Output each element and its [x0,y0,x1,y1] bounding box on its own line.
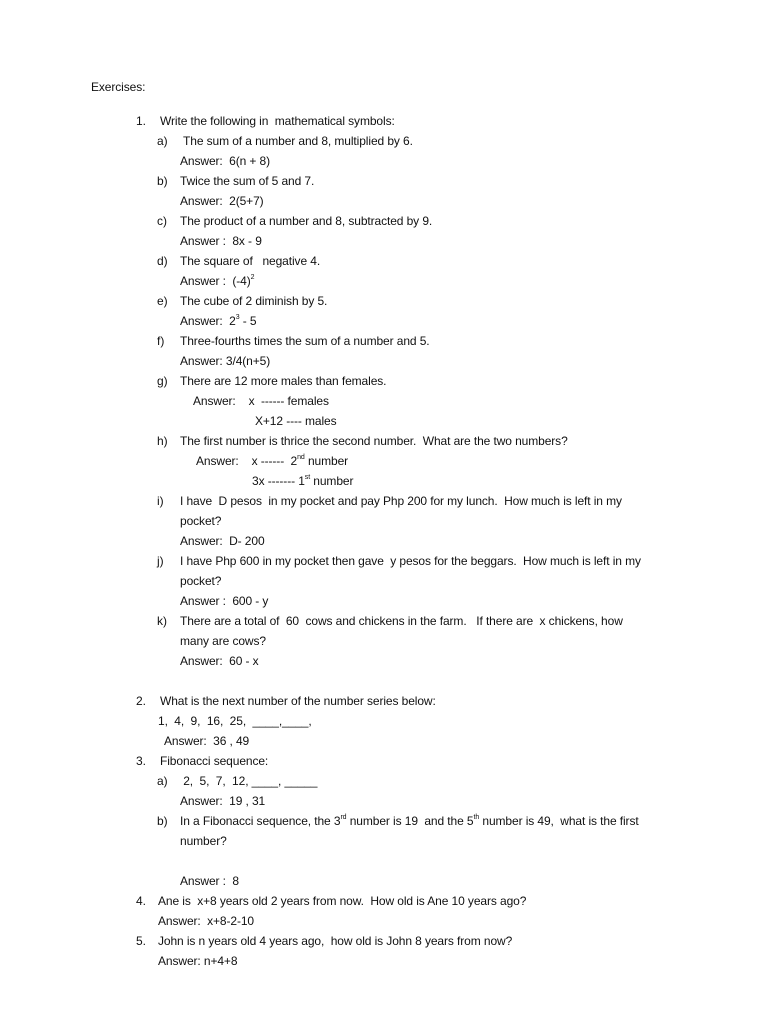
q1h-answer-line1 [196,454,348,468]
q1a-text: The sum of a number and 8, multiplied by 6. [180,134,413,148]
q4-number: 4. [136,894,147,908]
q1b-answer: Answer: 2(5+7) [180,194,264,208]
q1h-answer-line1-rest: number [304,454,349,468]
q5-prompt: John is n years old 4 years ago, how old is John 8 years from now? [158,934,513,948]
q1d-answer-exponent: 2 [250,274,255,281]
q1h-answer-line2-rest: number [310,474,354,488]
q3b-text-part3: number is 49, what is the first [479,814,639,828]
q3b-text-line2: number? [180,834,227,848]
q1k-letter: k) [157,614,167,628]
q1c-letter: c) [157,214,167,228]
q1j-text-line1: I have Php 600 in my pocket then gave y pesos for the beggars. How much is left in my [180,554,641,568]
q1-number: 1. [136,114,147,128]
q1j-answer: Answer : 600 - y [180,594,269,608]
q1g-answer-line1: Answer: x ------ females [193,394,329,408]
q1e-letter: e) [157,294,168,308]
q1b-text: Twice the sum of 5 and 7. [180,174,315,188]
q1g-letter: g) [157,374,168,388]
q3a-letter: a) [157,774,168,788]
q3a-text: 2, 5, 7, 12, ____, _____ [180,774,318,788]
q1e-answer [180,314,256,328]
q3b-text-part2: number is 19 and the 5 [346,814,474,828]
q5-number: 5. [136,934,147,948]
q1e-answer-base: Answer: 2 [180,314,236,328]
q2-answer: Answer: 36 , 49 [164,734,250,748]
q1i-answer: Answer: D- 200 [180,534,265,548]
q1k-text-line1: There are a total of 60 cows and chickens in the farm. If there are x chickens, how [180,614,623,628]
q2-series: 1, 4, 9, 16, 25, ____,____, [158,714,312,728]
q1a-letter: a) [157,134,168,148]
q1k-text-line2: many are cows? [180,634,266,648]
q1d-answer [180,274,254,288]
q3-prompt: Fibonacci sequence: [160,754,269,768]
q1h-answer-line2-text: 3x ------- 1 [252,474,305,488]
q1i-letter: i) [157,494,164,508]
q3b-ordinal-th: th [473,814,480,821]
q1h-text: The first number is thrice the second number. What are the two numbers? [180,434,568,448]
q1g-text: There are 12 more males than females. [180,374,387,388]
q1i-text-line2: pocket? [180,514,222,528]
q1f-letter: f) [157,334,165,348]
heading: Exercises: [91,80,146,94]
q1h-answer-line2 [252,474,353,488]
q1c-answer: Answer : 8x - 9 [180,234,262,248]
q1h-ordinal-nd: nd [297,454,305,461]
q1h-answer-line1-text: Answer: x ------ 2 [196,454,298,468]
q1f-answer: Answer: 3/4(n+5) [180,354,271,368]
q4-answer: Answer: x+8-2-10 [158,914,255,928]
q3b-text-line1 [180,814,639,828]
q1d-letter: d) [157,254,168,268]
q3b-answer: Answer : 8 [180,874,239,888]
q1k-answer: Answer: 60 - x [180,654,259,668]
q1e-text: The cube of 2 diminish by 5. [180,294,328,308]
q1g-answer-line2: X+12 ---- males [255,414,337,428]
q1f-text: Three-fourths times the sum of a number and 5. [180,334,430,348]
q3b-letter: b) [157,814,168,828]
q1e-answer-rest: - 5 [239,314,257,328]
q3a-answer: Answer: 19 , 31 [180,794,266,808]
q3b-ordinal-rd: rd [340,814,347,821]
q1b-letter: b) [157,174,168,188]
q2-number: 2. [136,694,147,708]
q3b-text-part1: In a Fibonacci sequence, the 3 [180,814,341,828]
q2-prompt: What is the next number of the number series below: [160,694,436,708]
q1-prompt: Write the following in mathematical symbols: [160,114,395,128]
q1j-letter: j) [157,554,164,568]
q1c-text: The product of a number and 8, subtracted by 9. [180,214,433,228]
q1i-text-line1: I have D pesos in my pocket and pay Php 200 for my lunch. How much is left in my [180,494,622,508]
q1a-answer: Answer: 6(n + 8) [180,154,271,168]
q1j-text-line2: pocket? [180,574,222,588]
q4-prompt: Ane is x+8 years old 2 years from now. How old is Ane 10 years ago? [158,894,527,908]
q5-answer: Answer: n+4+8 [158,954,238,968]
q1e-answer-exponent: 3 [235,314,240,321]
q1h-letter: h) [157,434,168,448]
q1d-answer-base: Answer : (-4) [180,274,251,288]
q1d-text: The square of negative 4. [180,254,321,268]
q3-number: 3. [136,754,147,768]
q1h-ordinal-st: st [304,474,311,481]
